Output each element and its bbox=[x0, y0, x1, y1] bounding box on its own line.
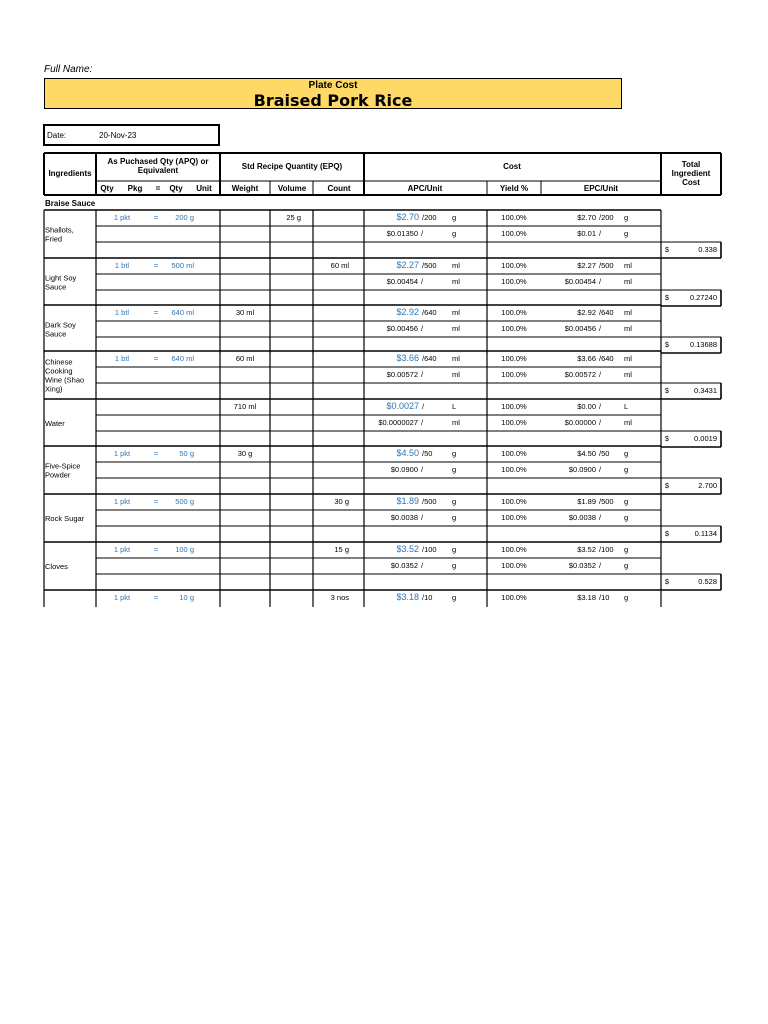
apq-eq: = bbox=[153, 213, 159, 222]
apc-unit[interactable]: $3.52 bbox=[396, 544, 419, 554]
header-unit: Unit bbox=[196, 184, 212, 193]
apq-qty[interactable]: 1 pkt bbox=[113, 449, 131, 458]
epq-count[interactable]: 15 g bbox=[334, 545, 349, 554]
apc-divisor: / bbox=[421, 370, 424, 379]
total-ingredient-cost: 0.528 bbox=[698, 577, 717, 586]
epc-unit-label: g bbox=[624, 545, 629, 554]
apc-unit-label: ml bbox=[452, 277, 460, 286]
apc-unit-label: ml bbox=[452, 370, 460, 379]
epc-unit: $1.89 bbox=[577, 497, 596, 506]
header-total: Ingredient bbox=[671, 169, 711, 178]
epc-divisor: / bbox=[599, 229, 602, 238]
apc-per-unit: $0.01350 bbox=[386, 229, 418, 238]
epc-unit-label: g bbox=[624, 513, 629, 522]
apq-eq: = bbox=[153, 449, 159, 458]
apc-divisor: /640 bbox=[422, 354, 437, 363]
apc-unit[interactable]: $4.50 bbox=[396, 448, 419, 458]
epq-count: 3 nos bbox=[330, 593, 349, 602]
header-apq: Equivalent bbox=[137, 166, 179, 175]
epc-unit-label: g bbox=[624, 465, 629, 474]
apq-amount[interactable]: 640 ml bbox=[171, 308, 194, 317]
yield-percent[interactable]: 100.0% bbox=[501, 213, 527, 222]
apc-unit[interactable]: $3.66 bbox=[396, 353, 419, 363]
date-value[interactable]: 20-Nov-23 bbox=[99, 131, 137, 140]
total-ingredient-cost: 0.3431 bbox=[694, 386, 717, 395]
epc-divisor: / bbox=[599, 513, 602, 522]
epq-weight[interactable]: 60 ml bbox=[235, 354, 255, 363]
apc-unit[interactable]: $2.92 bbox=[396, 307, 419, 317]
epq-volume[interactable]: 25 g bbox=[286, 213, 301, 222]
ingredient-name[interactable]: Powder bbox=[45, 470, 71, 480]
apc-divisor: / bbox=[421, 513, 424, 522]
apc-unit-label: ml bbox=[452, 354, 460, 363]
apq-amount[interactable]: 200 g bbox=[175, 213, 194, 222]
recipe-title[interactable]: Braised Pork Rice bbox=[253, 91, 413, 110]
epq-count[interactable]: 60 ml bbox=[330, 261, 349, 270]
epc-divisor: /500 bbox=[599, 497, 614, 506]
total-ingredient-cost: 0.0019 bbox=[694, 434, 717, 443]
epc-divisor: /640 bbox=[599, 354, 614, 363]
epc-unit-label: ml bbox=[624, 277, 632, 286]
ingredient-name[interactable]: Fried bbox=[45, 234, 63, 244]
apc-unit-label: g bbox=[452, 229, 457, 238]
yield-percent: 100.0% bbox=[501, 593, 527, 602]
total-ingredient-cost: 0.13688 bbox=[689, 340, 717, 349]
ingredient-name[interactable]: Five-Spice bbox=[45, 461, 81, 471]
epc-per-unit: $0.0352 bbox=[568, 561, 596, 570]
epc-unit-label: ml bbox=[624, 261, 632, 270]
header-total: Cost bbox=[682, 178, 700, 187]
apc-unit-label: g bbox=[452, 593, 457, 602]
epc-unit-label: ml bbox=[624, 418, 632, 427]
yield-percent: 100.0% bbox=[501, 418, 527, 427]
apq-qty: 1 pkt bbox=[113, 593, 131, 602]
apc-unit-label: ml bbox=[452, 308, 460, 317]
yield-percent: 100.0% bbox=[501, 277, 527, 286]
ingredient-name[interactable]: Chinese bbox=[45, 357, 73, 367]
total-ingredient-cost: 0.27240 bbox=[689, 293, 717, 302]
epc-unit: $3.18 bbox=[577, 593, 596, 602]
epc-unit: $0.00 bbox=[577, 402, 596, 411]
yield-percent: 100.0% bbox=[501, 513, 527, 522]
yield-percent: 100.0% bbox=[501, 324, 527, 333]
yield-percent[interactable]: 100.0% bbox=[501, 497, 527, 506]
plate-cost-subtitle: Plate Cost bbox=[308, 80, 358, 91]
total-currency: $ bbox=[665, 295, 669, 302]
apq-amount[interactable]: 500 ml bbox=[171, 261, 194, 270]
header-epq: Std Recipe Quantity (EPQ) bbox=[241, 162, 343, 171]
apc-unit-label: g bbox=[452, 545, 457, 554]
apc-per-unit: $0.0900 bbox=[390, 465, 418, 474]
total-currency: $ bbox=[665, 531, 669, 538]
header-weight: Weight bbox=[231, 184, 259, 193]
apq-qty[interactable]: 1 btl bbox=[114, 308, 130, 317]
epc-per-unit: $0.01 bbox=[577, 229, 596, 238]
apc-divisor: /100 bbox=[422, 545, 437, 554]
yield-percent: 100.0% bbox=[501, 465, 527, 474]
yield-percent[interactable]: 100.0% bbox=[501, 449, 527, 458]
section-label: Braise Sauce bbox=[45, 199, 96, 208]
apq-eq: = bbox=[153, 308, 159, 317]
epc-divisor: / bbox=[599, 561, 602, 570]
header-qty: Qty bbox=[169, 184, 183, 193]
apc-divisor: / bbox=[421, 418, 424, 427]
epc-unit-label: ml bbox=[624, 370, 632, 379]
epc-divisor: /100 bbox=[599, 545, 614, 554]
epc-divisor: / bbox=[599, 402, 602, 411]
epq-weight[interactable]: 30 ml bbox=[235, 308, 255, 317]
epc-per-unit: $0.00572 bbox=[564, 370, 596, 379]
apc-divisor: / bbox=[421, 465, 424, 474]
epc-per-unit: $0.00000 bbox=[564, 418, 596, 427]
epq-count[interactable]: 30 g bbox=[334, 497, 349, 506]
header-pkg: Pkg bbox=[127, 184, 143, 193]
apq-amount[interactable]: 640 ml bbox=[171, 354, 194, 363]
apq-qty[interactable]: 1 pkt bbox=[113, 497, 131, 506]
apc-unit[interactable]: $2.70 bbox=[396, 212, 419, 222]
epc-unit: $3.66 bbox=[577, 354, 596, 363]
epc-unit-label: g bbox=[624, 561, 629, 570]
apc-divisor: / bbox=[421, 561, 424, 570]
apc-unit-label: g bbox=[452, 213, 457, 222]
ingredient-name[interactable]: Sauce bbox=[45, 282, 67, 292]
header-: = bbox=[155, 184, 161, 193]
apc-unit-label: L bbox=[452, 402, 457, 411]
apq-amount: 10 g bbox=[179, 593, 194, 602]
apc-per-unit: $0.00572 bbox=[386, 370, 418, 379]
epc-unit-label: ml bbox=[624, 354, 632, 363]
apq-qty[interactable]: 1 btl bbox=[114, 261, 130, 270]
total-currency: $ bbox=[665, 388, 669, 395]
apc-unit-label: ml bbox=[452, 324, 460, 333]
yield-percent[interactable]: 100.0% bbox=[501, 402, 527, 411]
epq-weight[interactable]: 710 ml bbox=[233, 402, 257, 411]
epc-divisor: / bbox=[599, 370, 602, 379]
header-volume: Volume bbox=[277, 184, 307, 193]
apc-divisor: /500 bbox=[422, 261, 437, 270]
apq-eq: = bbox=[153, 545, 159, 554]
epc-divisor: /500 bbox=[599, 261, 614, 270]
apc-unit[interactable]: $1.89 bbox=[396, 496, 419, 506]
ingredient-name[interactable]: Xing) bbox=[45, 384, 63, 394]
ingredient-name[interactable]: Sauce bbox=[45, 329, 67, 339]
apc-per-unit: $0.0000027 bbox=[378, 418, 418, 427]
epc-unit-label: g bbox=[624, 449, 629, 458]
yield-percent[interactable]: 100.0% bbox=[501, 545, 527, 554]
yield-percent[interactable]: 100.0% bbox=[501, 308, 527, 317]
apc-unit-label: ml bbox=[452, 418, 460, 427]
apc-divisor: /500 bbox=[422, 497, 437, 506]
apc-unit[interactable]: $0.0027 bbox=[386, 401, 419, 411]
apq-qty[interactable]: 1 btl bbox=[114, 354, 130, 363]
epc-unit: $2.92 bbox=[577, 308, 596, 317]
apc-unit-label: g bbox=[452, 465, 457, 474]
ingredient-name[interactable]: Dark Soy bbox=[45, 320, 76, 330]
full-name-label: Full Name: bbox=[44, 64, 93, 75]
apc-per-unit: $0.00454 bbox=[386, 277, 418, 286]
epc-per-unit: $0.0038 bbox=[568, 513, 596, 522]
epc-unit-label: g bbox=[624, 497, 629, 506]
ingredient-name[interactable]: Cooking bbox=[45, 366, 73, 376]
apq-eq: = bbox=[153, 593, 159, 602]
total-ingredient-cost: 0.338 bbox=[698, 245, 717, 254]
epq-weight[interactable]: 30 g bbox=[237, 449, 253, 458]
epc-unit-label: L bbox=[624, 402, 629, 411]
apq-qty[interactable]: 1 pkt bbox=[113, 545, 131, 554]
epc-unit: $4.50 bbox=[577, 449, 596, 458]
epc-unit-label: g bbox=[624, 213, 629, 222]
total-currency: $ bbox=[665, 483, 669, 490]
total-currency: $ bbox=[665, 579, 669, 586]
apc-unit-label: g bbox=[452, 497, 457, 506]
apc-divisor: /10 bbox=[422, 593, 433, 602]
ingredient-name[interactable]: Wine (Shao bbox=[45, 375, 85, 385]
apc-unit-label: g bbox=[452, 513, 457, 522]
header-cost: Cost bbox=[503, 162, 521, 171]
epc-unit-label: g bbox=[624, 593, 629, 602]
header-qty: Qty bbox=[100, 184, 114, 193]
epc-unit: $2.27 bbox=[577, 261, 596, 270]
epc-divisor: /50 bbox=[599, 449, 610, 458]
apc-divisor: /200 bbox=[422, 213, 437, 222]
epc-divisor: /200 bbox=[599, 213, 614, 222]
apc-unit-label: g bbox=[452, 449, 457, 458]
total-ingredient-cost: 0.1134 bbox=[694, 529, 717, 538]
apc-unit-label: ml bbox=[452, 261, 460, 270]
apq-qty[interactable]: 1 pkt bbox=[113, 213, 131, 222]
epc-unit: $3.52 bbox=[577, 545, 596, 554]
epc-divisor: / bbox=[599, 465, 602, 474]
header-apcunit: APC/Unit bbox=[407, 184, 443, 193]
total-ingredient-cost: 2.700 bbox=[698, 481, 717, 490]
apc-per-unit: $0.0352 bbox=[390, 561, 418, 570]
epc-unit: $2.70 bbox=[577, 213, 596, 222]
ingredient-name[interactable]: Light Soy bbox=[45, 273, 77, 283]
ingredient-name[interactable]: Water bbox=[45, 419, 65, 428]
yield-percent: 100.0% bbox=[501, 561, 527, 570]
apq-eq: = bbox=[153, 354, 159, 363]
total-currency: $ bbox=[665, 342, 669, 349]
apq-eq: = bbox=[153, 497, 159, 506]
apc-divisor: / bbox=[421, 277, 424, 286]
yield-percent[interactable]: 100.0% bbox=[501, 354, 527, 363]
epc-unit-label: ml bbox=[624, 324, 632, 333]
total-currency: $ bbox=[665, 247, 669, 254]
total-currency: $ bbox=[665, 436, 669, 443]
apc-divisor: / bbox=[421, 229, 424, 238]
yield-percent[interactable]: 100.0% bbox=[501, 261, 527, 270]
ingredient-name[interactable]: Rock Sugar bbox=[45, 514, 85, 523]
epc-divisor: / bbox=[599, 418, 602, 427]
apc-unit[interactable]: $2.27 bbox=[396, 260, 419, 270]
ingredient-name[interactable]: Cloves bbox=[45, 562, 68, 571]
apq-amount[interactable]: 50 g bbox=[179, 449, 194, 458]
epc-per-unit: $0.0900 bbox=[568, 465, 596, 474]
apq-eq: = bbox=[153, 261, 159, 270]
epc-per-unit: $0.00454 bbox=[564, 277, 596, 286]
epc-unit-label: ml bbox=[624, 308, 632, 317]
date-label: Date: bbox=[47, 131, 67, 140]
apq-amount[interactable]: 500 g bbox=[175, 497, 194, 506]
epc-unit-label: g bbox=[624, 229, 629, 238]
yield-percent: 100.0% bbox=[501, 370, 527, 379]
apc-unit: $3.18 bbox=[396, 592, 419, 602]
header-epcunit: EPC/Unit bbox=[583, 184, 619, 193]
apc-per-unit: $0.0038 bbox=[390, 513, 418, 522]
apc-per-unit: $0.00456 bbox=[386, 324, 418, 333]
header-count: Count bbox=[327, 184, 351, 193]
header-total: Total bbox=[681, 160, 701, 169]
apc-unit-label: g bbox=[452, 561, 457, 570]
epc-divisor: / bbox=[599, 277, 602, 286]
epc-per-unit: $0.00456 bbox=[564, 324, 596, 333]
header-apq: As Puchased Qty (APQ) or bbox=[107, 157, 209, 166]
header-yield: Yield % bbox=[499, 184, 529, 193]
apq-amount[interactable]: 100 g bbox=[175, 545, 194, 554]
ingredient-name[interactable]: Shallots, bbox=[45, 225, 74, 235]
epc-divisor: /10 bbox=[599, 593, 610, 602]
apc-divisor: /50 bbox=[422, 449, 433, 458]
header-ingredients: Ingredients bbox=[48, 169, 92, 178]
epc-divisor: / bbox=[599, 324, 602, 333]
apc-divisor: /640 bbox=[422, 308, 437, 317]
yield-percent: 100.0% bbox=[501, 229, 527, 238]
apc-divisor: / bbox=[422, 402, 425, 411]
epc-divisor: /640 bbox=[599, 308, 614, 317]
apc-divisor: / bbox=[421, 324, 424, 333]
